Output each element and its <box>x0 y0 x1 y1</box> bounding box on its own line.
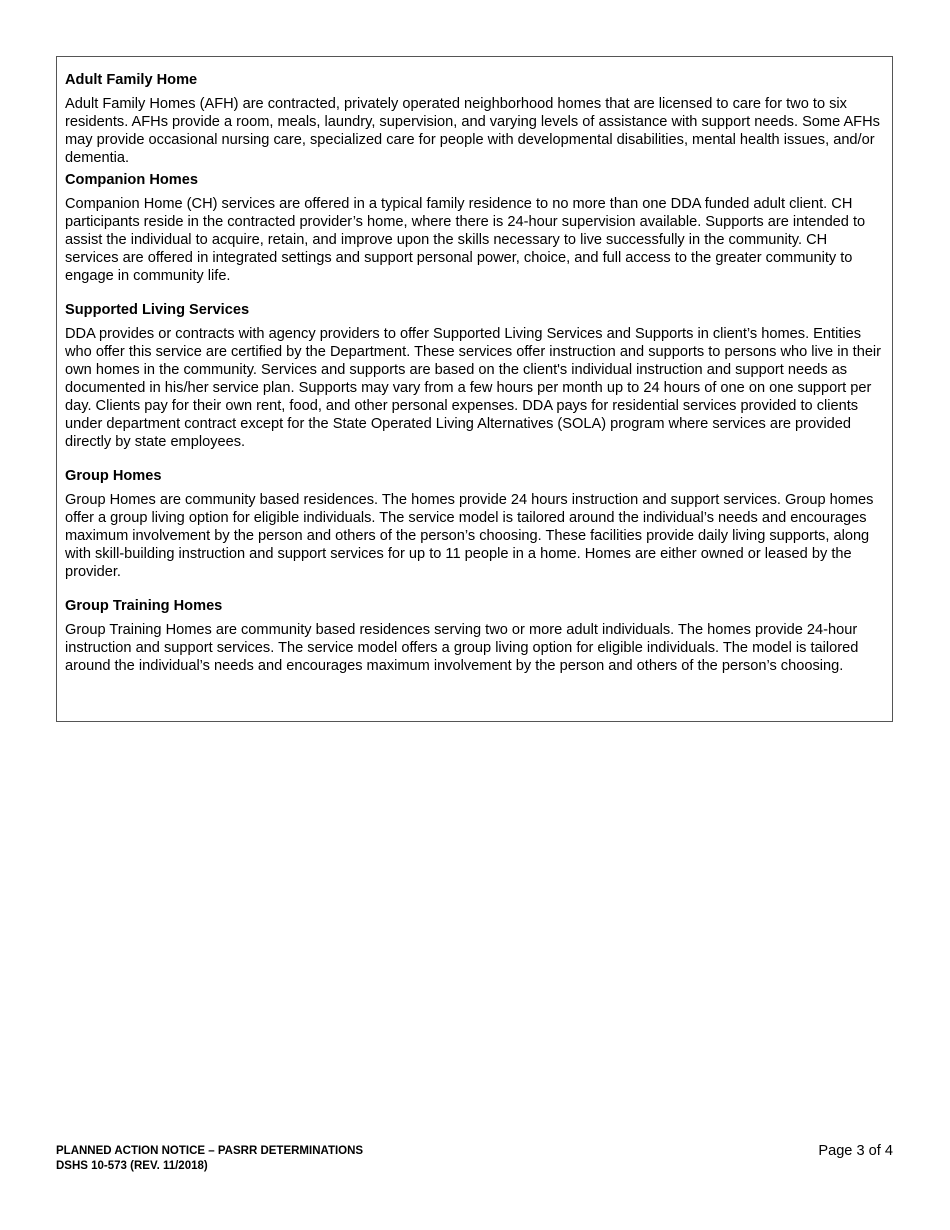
page-number: Page 3 of 4 <box>818 1143 893 1159</box>
section-companion-homes <box>65 171 884 285</box>
section-body: DDA provides or contracts with agency providers to offer Supported Living Services and Supports in client’s homes. Entities who offer this service are certified by the Department. These services offer instruction and supports to persons who live in their own homes in the community. Services and supports are based on the client's individual instruction and support needs as documented in his/her service plan. Supports may vary from a few hours per month up to 24 hours of one on one support per day. Clients pay for their own rent, food, and other personal expenses. DDA pays for residential services provided to clients under department contract except for the State Operated Living Alternatives (SOLA) program where services are provided directly by state employees. <box>65 326 882 450</box>
section-supported-living-services <box>65 301 884 451</box>
section-group-homes <box>65 467 884 581</box>
footer-form-number: DSHS 10-573 (REV. 11/2018) <box>56 1160 208 1172</box>
section-title: Group Homes <box>65 468 162 484</box>
section-group-training-homes <box>65 597 884 675</box>
section-body: Companion Home (CH) services are offered in a typical family residence to no more than one DDA funded adult client. CH participants reside in the contracted provider’s home, where there is 24-hour supervision available. Supports are intended to assist the individual to acquire, retain, and improve upon the skills necessary to live successfully in the community. CH services are offered in integrated settings and support personal power, choice, and full access to the greater community to engage in community life. <box>65 196 866 284</box>
section-title: Supported Living Services <box>65 302 250 318</box>
section-title: Group Training Homes <box>65 598 223 614</box>
section-body: Adult Family Homes (AFH) are contracted, privately operated neighborhood homes that are licensed to care for two to six residents. AFHs provide a room, meals, laundry, supervision, and varying levels of assistance with support needs. Some AFHs may provide occasional nursing care, specialized care for people with developmental disabilities, mental health issues, and/or dementia. <box>65 96 880 166</box>
content-box <box>56 56 893 722</box>
section-adult-family-home <box>65 71 884 167</box>
section-title: Adult Family Home <box>65 72 198 88</box>
footer-form-info <box>56 1144 363 1174</box>
section-body: Group Homes are community based residences. The homes provide 24 hours instruction and support services. Group homes offer a group living option for eligible individuals. The service model is tailored around the individual’s needs and encourages maximum involvement by the person and others of the person’s choosing. These facilities provide daily living supports, along with skill-building instruction and support services for up to 11 people in a home. Homes are either owned or leased by the provider. <box>65 492 874 580</box>
footer-form-title: PLANNED ACTION NOTICE – PASRR DETERMINATIONS <box>56 1145 364 1157</box>
section-body: Group Training Homes are community based residences serving two or more adult individuals. The homes provide 24-hour instruction and support services. The service model offers a group living option for eligible individuals. The model is tailored around the individual’s needs and encourages maximum involvement by the person and others of the person’s choosing. <box>65 622 859 674</box>
section-title: Companion Homes <box>65 172 198 188</box>
